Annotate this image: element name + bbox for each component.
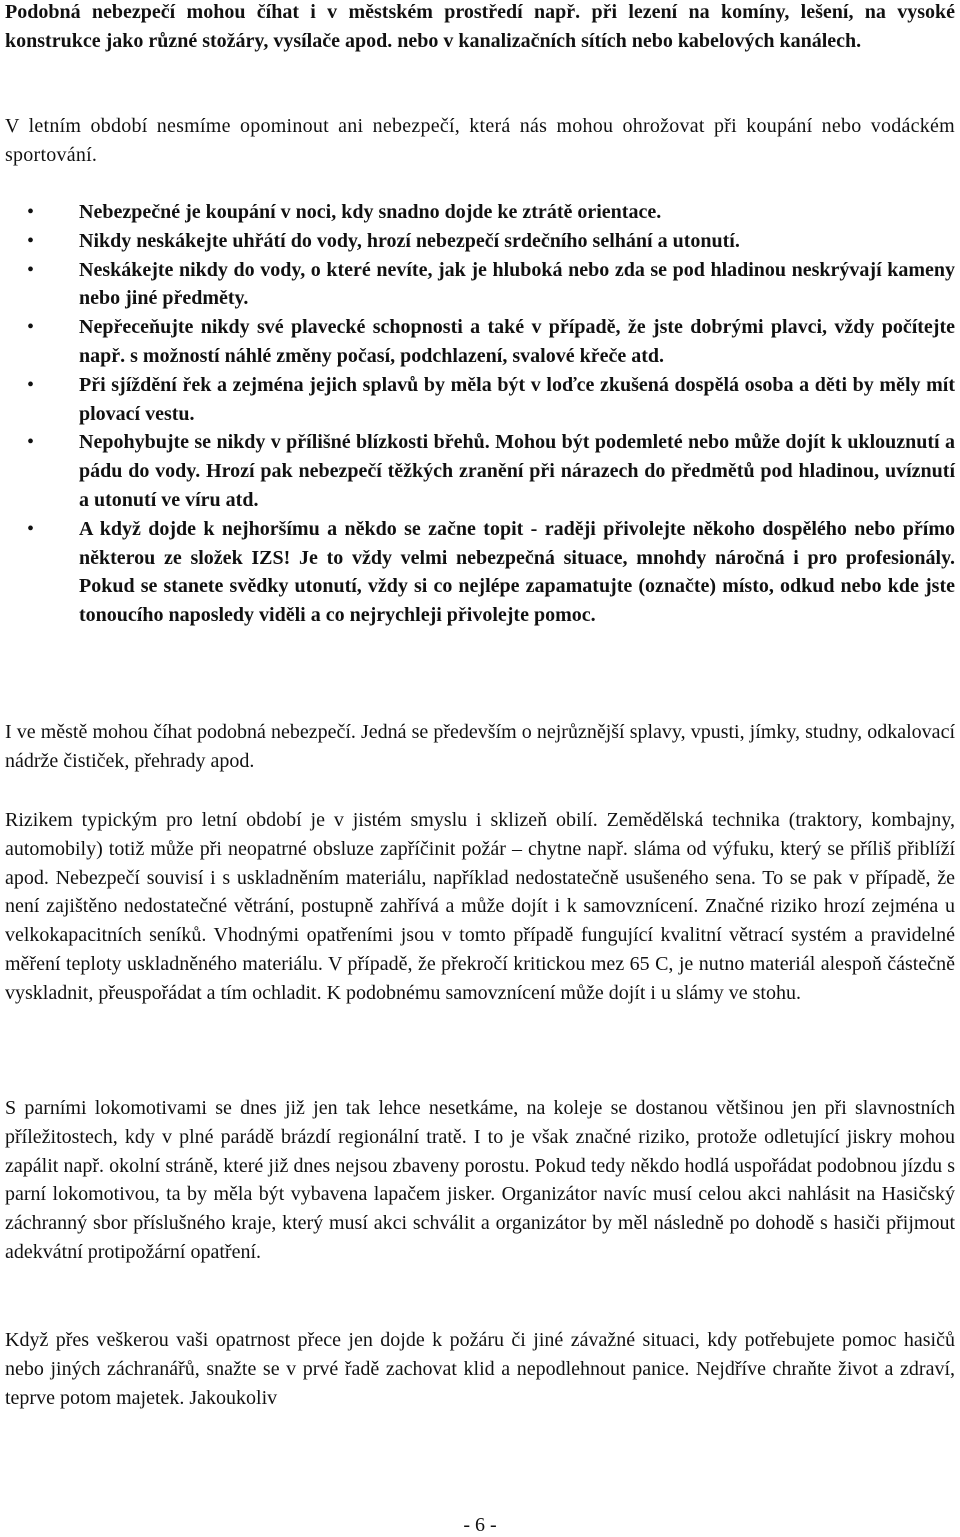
list-item-text: Nepřeceňujte nikdy své plavecké schopnosti a také v případě, že jste dobrými plavci, vždy počítejte např. s možností náhlé změny počasí, podchlazení, svalové křeče atd. [79,316,955,367]
paragraph-harvest: Rizikem typickým pro letní období je v jistém smyslu i sklizeň obilí. Zemědělská technika (traktory, kombajny, automobily) totiž může při neopatrné obsluze zapříčinit požár – chytne např. sláma od výfuku, který se příliš přiblíží apod. Nebezpečí souvisí i s uskladněním materiálu, například nedostatečně usušeného sena. To se pak v případě, že není zajištěno nedostatečné větrání, postupně zahřívá a může dojít i k samovznícení. Značné riziko hrozí zejména u velkokapacitních seníků. Vhodnými opatřeními jsou v tomto případě fungující kvalitní větrací systém a pravidelné měření teploty uskladněného materiálu. V případě, že překročí kritickou mez 65 C, je nutno materiál alespoň částečně vyskladnit, přeuspořádat a tím ochladit. K podobnému samovznícení může dojít i u slámy ve stohu. [5,809,955,1004]
bullet-icon: • [27,316,35,339]
safety-bullet-list [5,198,955,630]
list-item [5,428,955,514]
intro-paragraph-2: V letním období nesmíme opominout ani nebezpečí, která nás mohou ohrožovat při koupání nebo vodáckém sportování. [5,115,955,166]
bullet-icon: • [27,431,35,454]
list-item [5,313,955,371]
paragraph-final: Když přes veškerou vaši opatrnost přece jen dojde k požáru či jiné závažné situaci, kdy potřebujete pomoc hasičů nebo jiných záchranářů, snažte se v prvé řadě zachovat klid a nepodlehnout panice. Nejdříve chraňte život a zdraví, teprve potom majetek. Jakoukoliv [5,1329,955,1409]
list-item [5,256,955,314]
list-item [5,198,955,227]
list-item-text: A když dojde k nejhoršímu a někdo se začne topit - raději přivolejte někoho dospělého nebo přímo některou ze složek IZS! Je to vždy velmi nebezpečná situace, mnohdy náročná i pro profesionály. Pokud se stanete svědky utonutí, vždy si co nejlépe zapamatujte (označte) místo, odkud nebo kde jste tonoucího naposledy viděli a co nejrychleji přivolejte pomoc. [79,517,955,627]
list-item-text: Nikdy neskákejte uhřátí do vody, hrozí nebezpečí srdečního selhání a utonutí. [79,229,740,252]
intro-paragraph-1: Podobná nebezpečí mohou číhat i v městském prostředí např. při lezení na komíny, lešení, na vysoké konstrukce jako různé stožáry, vysílače apod. nebo v kanalizačních sítích nebo kabelových kanálech. [5,1,955,52]
list-item [5,227,955,256]
list-item [5,515,955,630]
bullet-icon: • [27,258,35,281]
paragraph-locomotives: S parními lokomotivami se dnes již jen tak lehce nesetkáme, na koleje se dostanou většinou jen při slavnostních příležitostech, kdy v plné parádě brázdí regionální tratě. I to je však značné riziko, protože odletující jiskry mohou zapálit např. okolní stráně, které již dnes nejsou zbaveny porostu. Pokud tedy někdo hodlá uspořádat podobnou jízdu s parní lokomotivou, ta by měla být vybavena lapačem jisker. Organizátor navíc musí celou akci nahlásit na Hasičský záchranný sbor příslušného kraje, který musí akci schválit a organizátor by měl následně po dohodě s hasiči přijmout adekvátní protipožární opatření. [5,1097,955,1263]
bullet-icon: • [27,373,35,396]
list-item-text: Nebezpečné je koupání v noci, kdy snadno dojde ke ztrátě orientace. [79,201,662,223]
list-item [5,371,955,429]
list-item-text: Nepohybujte se nikdy v přílišné blízkosti břehů. Mohou být podemleté nebo může dojít k uklouznutí a pádu do vody. Hrozí pak nebezpečí těžkých zranění při nárazech do předmětů pod hladinou, uvíznutí a utonutí ve víru atd. [79,431,955,511]
paragraph-city: I ve městě mohou číhat podobná nebezpečí. Jedná se především o nejrůznější splavy, vpusti, jímky, studny, odkalovací nádrže čističek, přehrady apod. [5,721,955,772]
bullet-icon: • [27,517,35,540]
list-item-text: Při sjíždění řek a zejména jejich splavů by měla být v loďce zkušená dospělá osoba a děti by měly mít plovací vestu. [79,373,955,425]
bullet-icon: • [27,201,35,223]
list-item-text: Neskákejte nikdy do vody, o které nevíte, jak je hluboká nebo zda se pod hladinou neskrývají kameny nebo jiné předměty. [79,258,955,310]
bullet-icon: • [27,229,35,252]
page-number: - 6 - [463,1514,497,1536]
